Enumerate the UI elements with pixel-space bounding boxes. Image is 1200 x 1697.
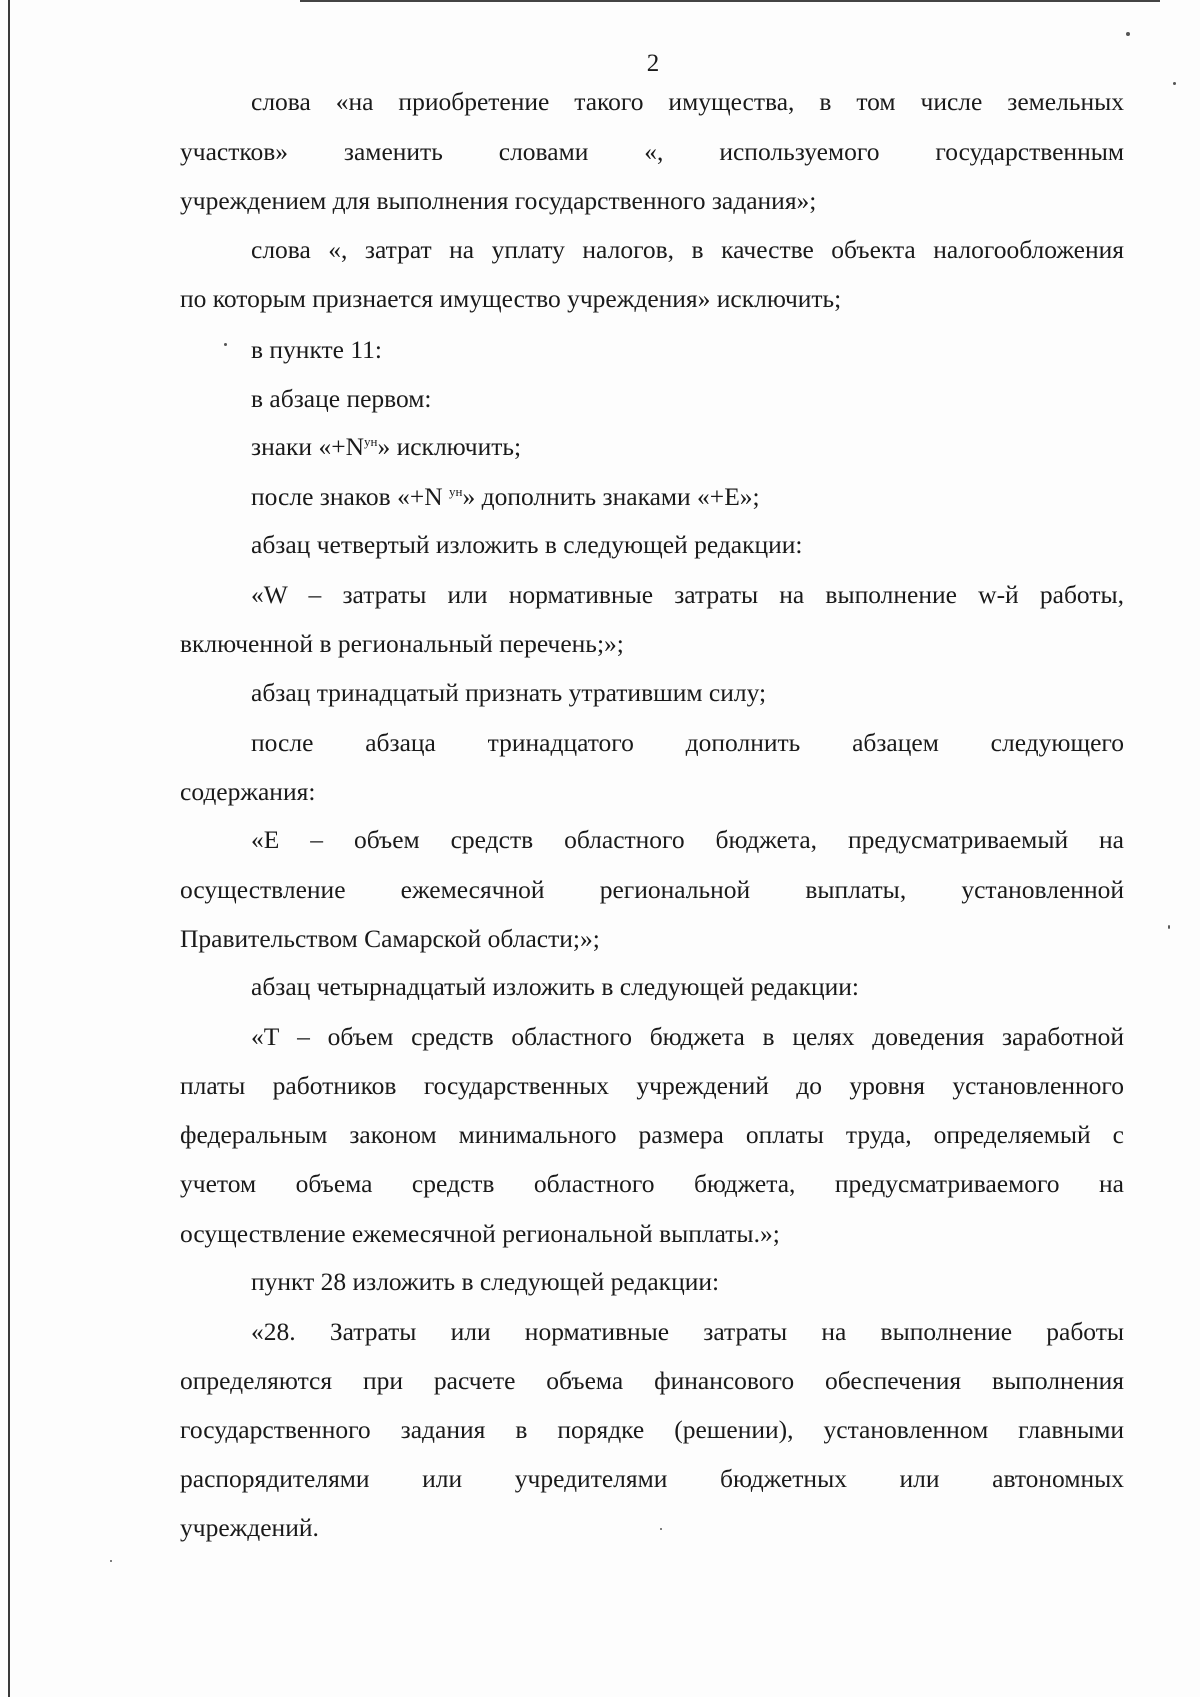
paragraph-line: слова «на приобретение такого имущества, в том числе земельных [251,87,1124,116]
scan-speck [110,1560,112,1562]
superscript-text: ун [449,484,463,499]
paragraph-line: учетом объема средств областного бюджета, предусматриваемого на [180,1169,1124,1198]
paragraph-line: «W – затраты или нормативные затраты на выполнение w-й работы, [251,580,1124,609]
text-fragment: » исключить; [377,432,522,461]
paragraph-line: распорядителями или учредителями бюджетных или автономных [180,1464,1124,1493]
page-number: 2 [646,50,660,77]
paragraph-line: «28. Затраты или нормативные затраты на выполнение работы [251,1317,1124,1346]
paragraph-line: содержания: [180,777,316,806]
paragraph-line: включенной в региональный перечень;»; [180,629,624,658]
paragraph-line: федеральным законом минимального размера оплаты труда, определяемый с [180,1120,1124,1149]
scan-speck [660,1528,662,1530]
paragraph-line: участков» заменить словами «, используемого государственным [180,137,1124,166]
paragraph-line: осуществление ежемесячной региональной выплаты, установленной [180,875,1124,904]
paragraph-line: «Т – объем средств областного бюджета в целях доведения заработной [251,1022,1124,1051]
paragraph-line-superscript [251,481,760,513]
paragraph-line: слова «, затрат на уплату налогов, в качестве объекта налогообложения [251,235,1124,264]
text-fragment: знаки «+N [251,432,364,461]
paragraph-line: учреждений. [180,1513,319,1542]
scan-speck [1126,32,1130,36]
paragraph-line: определяются при расчете объема финансового обеспечения выполнения [180,1366,1124,1395]
paragraph-line: после абзаца тринадцатого дополнить абзацем следующего [251,728,1124,757]
superscript-text: ун [364,434,378,449]
scan-speck [1168,925,1170,929]
paragraph-line: Правительством Самарской области;»; [180,924,600,953]
paragraph-line: государственного задания в порядке (решении), установленном главными [180,1415,1124,1444]
paragraph-line: в пункте 11: [251,335,382,364]
scan-speck [224,343,227,346]
paragraph-line: абзац тринадцатый признать утратившим силу; [251,678,767,707]
text-fragment: после знаков «+N [251,482,449,511]
text-fragment: » дополнить знаками «+E»; [462,482,760,511]
scan-speck [1173,82,1176,85]
paragraph-line: осуществление ежемесячной региональной выплаты.»; [180,1219,780,1248]
paragraph-line: пункт 28 изложить в следующей редакции: [251,1267,720,1296]
paragraph-line: учреждением для выполнения государственного задания»; [180,186,817,215]
paragraph-line: абзац четвертый изложить в следующей редакции: [251,530,803,559]
paragraph-line: в абзаце первом: [251,384,432,413]
paragraph-line: «Е – объем средств областного бюджета, предусматриваемый на [251,825,1124,854]
paragraph-line: абзац четырнадцатый изложить в следующей редакции: [251,972,860,1001]
scan-edge-top [300,0,1160,2]
paragraph-line-superscript [251,431,521,463]
scan-edge-left [8,0,10,1697]
paragraph-line: платы работников государственных учреждений до уровня установленного [180,1071,1124,1100]
paragraph-line: по которым признается имущество учреждения» исключить; [180,284,842,313]
